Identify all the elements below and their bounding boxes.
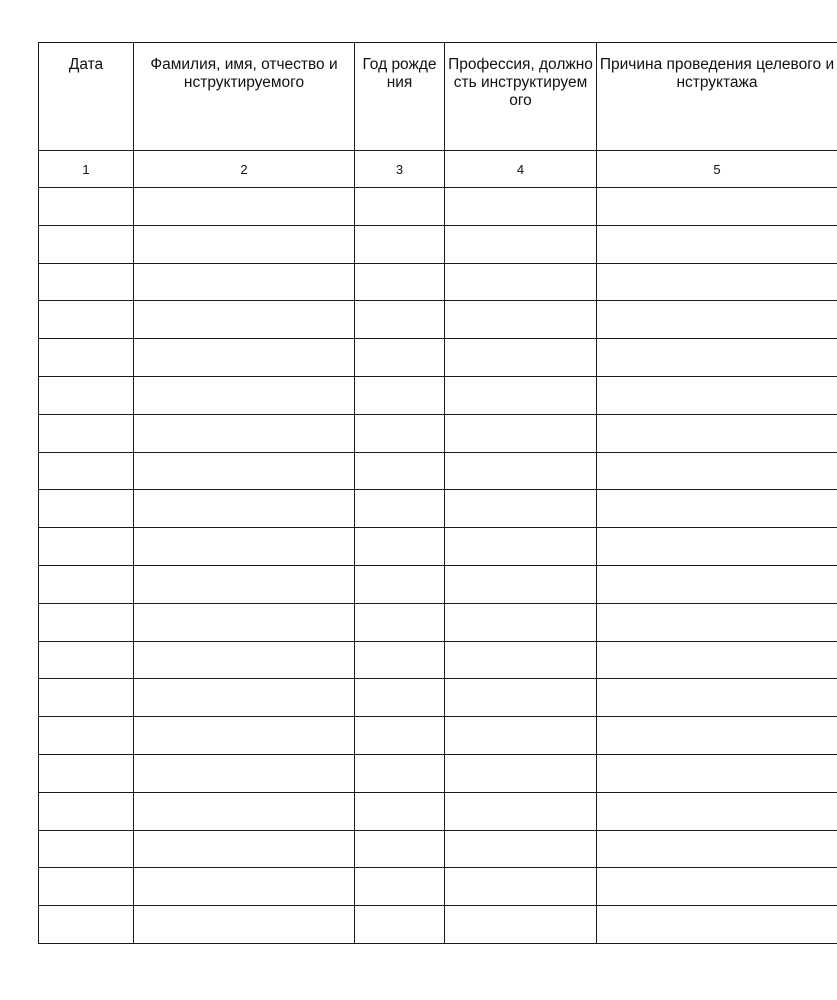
empty-cell xyxy=(355,188,445,226)
empty-cell xyxy=(39,339,134,377)
empty-cell xyxy=(355,754,445,792)
header-full-name: Фамилия, имя, отчество инструктируемого xyxy=(134,43,355,151)
table-row xyxy=(39,717,837,755)
empty-cell xyxy=(134,565,355,603)
empty-cell xyxy=(39,754,134,792)
empty-cell xyxy=(597,188,837,226)
empty-cell xyxy=(355,376,445,414)
empty-cell xyxy=(134,868,355,906)
empty-cell xyxy=(355,414,445,452)
empty-cell xyxy=(597,830,837,868)
empty-cell xyxy=(445,263,597,301)
empty-cell xyxy=(39,188,134,226)
table-row xyxy=(39,490,837,528)
empty-cell xyxy=(134,792,355,830)
empty-cell xyxy=(445,679,597,717)
empty-cell xyxy=(355,490,445,528)
table-row xyxy=(39,603,837,641)
empty-cell xyxy=(445,339,597,377)
empty-cell xyxy=(134,263,355,301)
empty-cell xyxy=(39,792,134,830)
empty-cell xyxy=(355,263,445,301)
empty-cell xyxy=(355,565,445,603)
header-profession: Профессия, должность инструктируем ого xyxy=(445,43,597,151)
empty-cell xyxy=(445,641,597,679)
empty-cell xyxy=(445,301,597,339)
empty-cell xyxy=(445,565,597,603)
table-row xyxy=(39,641,837,679)
column-number: 4 xyxy=(445,151,597,188)
table-row xyxy=(39,792,837,830)
empty-cell xyxy=(597,490,837,528)
header-reason: Причина проведения целевого инструктажа xyxy=(597,43,837,151)
empty-cell xyxy=(39,830,134,868)
empty-cell xyxy=(355,301,445,339)
empty-cell xyxy=(39,225,134,263)
column-number: 2 xyxy=(134,151,355,188)
empty-cell xyxy=(134,830,355,868)
table-row xyxy=(39,376,837,414)
table-row xyxy=(39,528,837,566)
table-row xyxy=(39,263,837,301)
empty-cell xyxy=(134,339,355,377)
empty-cell xyxy=(597,906,837,944)
empty-cell xyxy=(445,225,597,263)
empty-cell xyxy=(597,717,837,755)
empty-cell xyxy=(134,414,355,452)
empty-cell xyxy=(134,679,355,717)
empty-cell xyxy=(445,376,597,414)
empty-cell xyxy=(134,754,355,792)
empty-cell xyxy=(355,792,445,830)
empty-cell xyxy=(445,717,597,755)
empty-cell xyxy=(134,376,355,414)
table-row xyxy=(39,188,837,226)
empty-cell xyxy=(445,906,597,944)
empty-cell xyxy=(445,868,597,906)
empty-cell xyxy=(445,830,597,868)
empty-cell xyxy=(39,565,134,603)
empty-cell xyxy=(134,528,355,566)
empty-cell xyxy=(134,490,355,528)
header-birth-year: Год рожде ния xyxy=(355,43,445,151)
empty-cell xyxy=(355,603,445,641)
empty-cell xyxy=(445,792,597,830)
empty-cell xyxy=(597,868,837,906)
table-row xyxy=(39,679,837,717)
empty-cell xyxy=(39,490,134,528)
empty-cell xyxy=(39,301,134,339)
empty-cell xyxy=(39,717,134,755)
empty-cell xyxy=(39,414,134,452)
header-date: Дата xyxy=(39,43,134,151)
table-row xyxy=(39,225,837,263)
column-number: 3 xyxy=(355,151,445,188)
empty-cell xyxy=(134,452,355,490)
empty-cell xyxy=(597,301,837,339)
table-row xyxy=(39,754,837,792)
empty-cell xyxy=(355,528,445,566)
empty-cell xyxy=(355,452,445,490)
empty-cell xyxy=(355,717,445,755)
empty-cell xyxy=(39,679,134,717)
empty-cell xyxy=(355,906,445,944)
empty-cell xyxy=(597,263,837,301)
table-row xyxy=(39,452,837,490)
empty-cell xyxy=(39,376,134,414)
header-row xyxy=(39,43,837,151)
briefing-register-table xyxy=(38,42,837,944)
empty-cell xyxy=(134,906,355,944)
empty-cell xyxy=(597,603,837,641)
empty-cell xyxy=(597,565,837,603)
empty-cell xyxy=(445,528,597,566)
empty-cell xyxy=(39,641,134,679)
empty-cell xyxy=(597,528,837,566)
empty-cell xyxy=(445,490,597,528)
table-row xyxy=(39,414,837,452)
table-row xyxy=(39,906,837,944)
empty-cell xyxy=(597,452,837,490)
table-row xyxy=(39,565,837,603)
empty-cell xyxy=(39,528,134,566)
empty-cell xyxy=(39,906,134,944)
empty-cell xyxy=(597,339,837,377)
table-row xyxy=(39,339,837,377)
empty-cell xyxy=(597,376,837,414)
empty-cell xyxy=(445,188,597,226)
empty-cell xyxy=(355,868,445,906)
empty-cell xyxy=(39,263,134,301)
empty-cell xyxy=(134,225,355,263)
empty-cell xyxy=(355,225,445,263)
empty-cell xyxy=(597,792,837,830)
empty-cell xyxy=(355,641,445,679)
empty-cell xyxy=(597,754,837,792)
empty-cell xyxy=(597,641,837,679)
empty-cell xyxy=(355,679,445,717)
empty-cell xyxy=(445,754,597,792)
empty-cell xyxy=(445,452,597,490)
empty-cell xyxy=(134,641,355,679)
table-row xyxy=(39,301,837,339)
empty-cell xyxy=(597,225,837,263)
empty-cell xyxy=(134,717,355,755)
empty-cell xyxy=(39,603,134,641)
column-number: 1 xyxy=(39,151,134,188)
empty-cell xyxy=(597,414,837,452)
empty-cell xyxy=(39,452,134,490)
table-row xyxy=(39,830,837,868)
empty-cell xyxy=(445,414,597,452)
empty-cell xyxy=(134,301,355,339)
table-row xyxy=(39,868,837,906)
empty-cell xyxy=(134,603,355,641)
empty-cell xyxy=(39,868,134,906)
empty-cell xyxy=(134,188,355,226)
empty-cell xyxy=(445,603,597,641)
empty-cell xyxy=(597,679,837,717)
column-number: 5 xyxy=(597,151,837,188)
column-number-row xyxy=(39,151,837,188)
empty-cell xyxy=(355,830,445,868)
empty-cell xyxy=(355,339,445,377)
